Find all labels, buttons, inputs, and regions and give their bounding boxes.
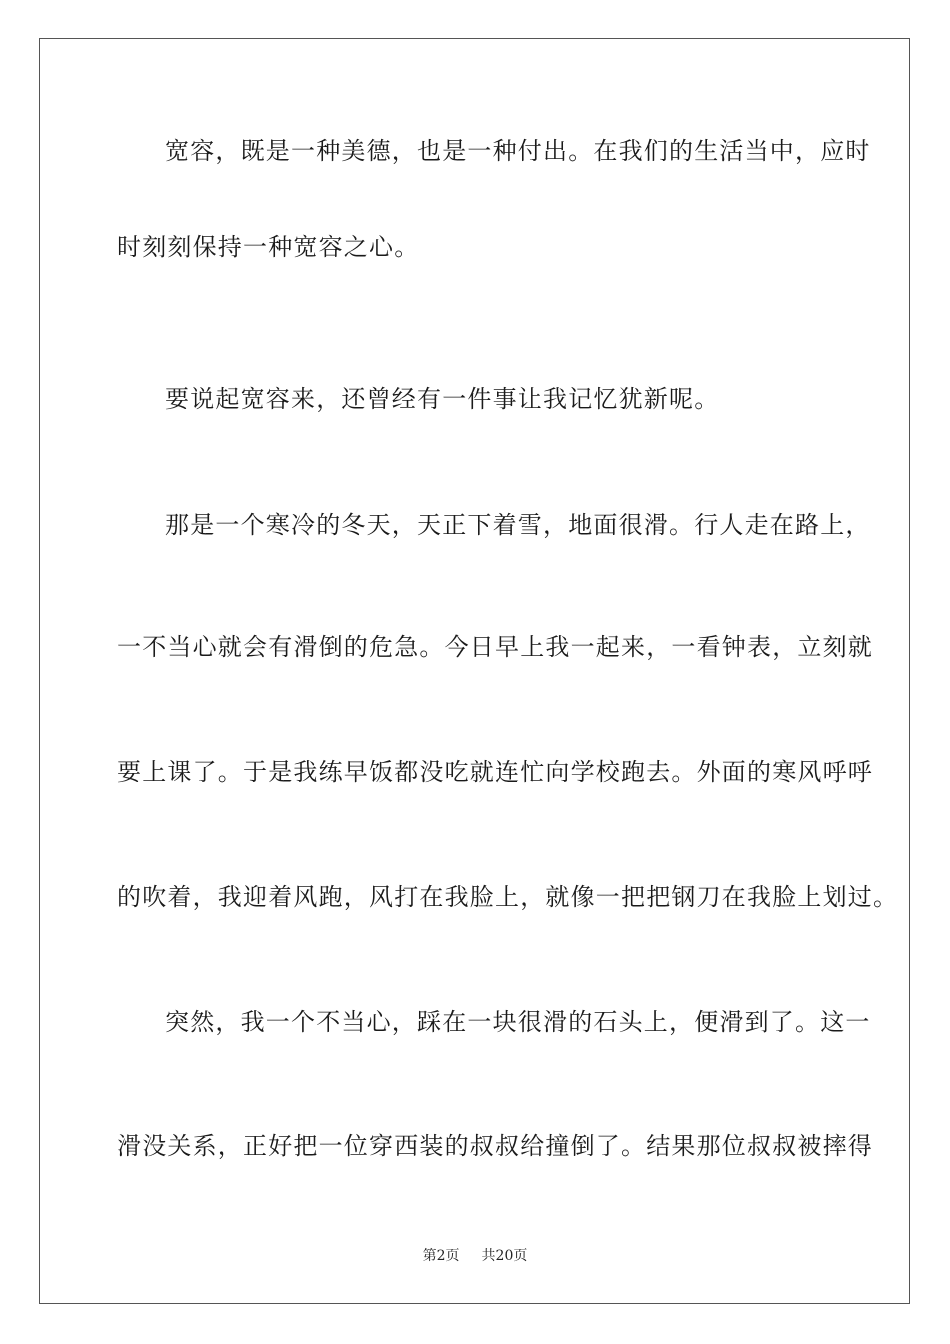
text-line-6: 要上课了。于是我练早饭都没吃就连忙向学校跑去。外面的寒风呼呼	[117, 758, 873, 786]
page-frame	[39, 38, 910, 1304]
text-line-4: 那是一个寒冷的冬天，天正下着雪，地面很滑。行人走在路上，	[165, 511, 871, 539]
page-number: 第2页	[422, 1248, 460, 1264]
text-line-8: 突然，我一个不当心，踩在一块很滑的石头上，便滑到了。这一	[165, 1008, 871, 1036]
page-total: 共20页	[481, 1248, 528, 1264]
page-footer	[0, 1246, 950, 1266]
text-line-7: 的吹着，我迎着风跑，风打在我脸上，就像一把把钢刀在我脸上划过。	[117, 883, 899, 911]
text-line-3: 要说起宽容来，还曾经有一件事让我记忆犹新呢。	[165, 385, 720, 413]
text-line-9: 滑没关系，正好把一位穿西装的叔叔给撞倒了。结果那位叔叔被摔得	[117, 1132, 873, 1160]
text-line-2: 时刻刻保持一种宽容之心。	[117, 233, 420, 261]
text-line-5: 一不当心就会有滑倒的危急。今日早上我一起来，一看钟表，立刻就	[117, 633, 873, 661]
text-line-1: 宽容，既是一种美德，也是一种付出。在我们的生活当中，应时	[165, 137, 871, 165]
